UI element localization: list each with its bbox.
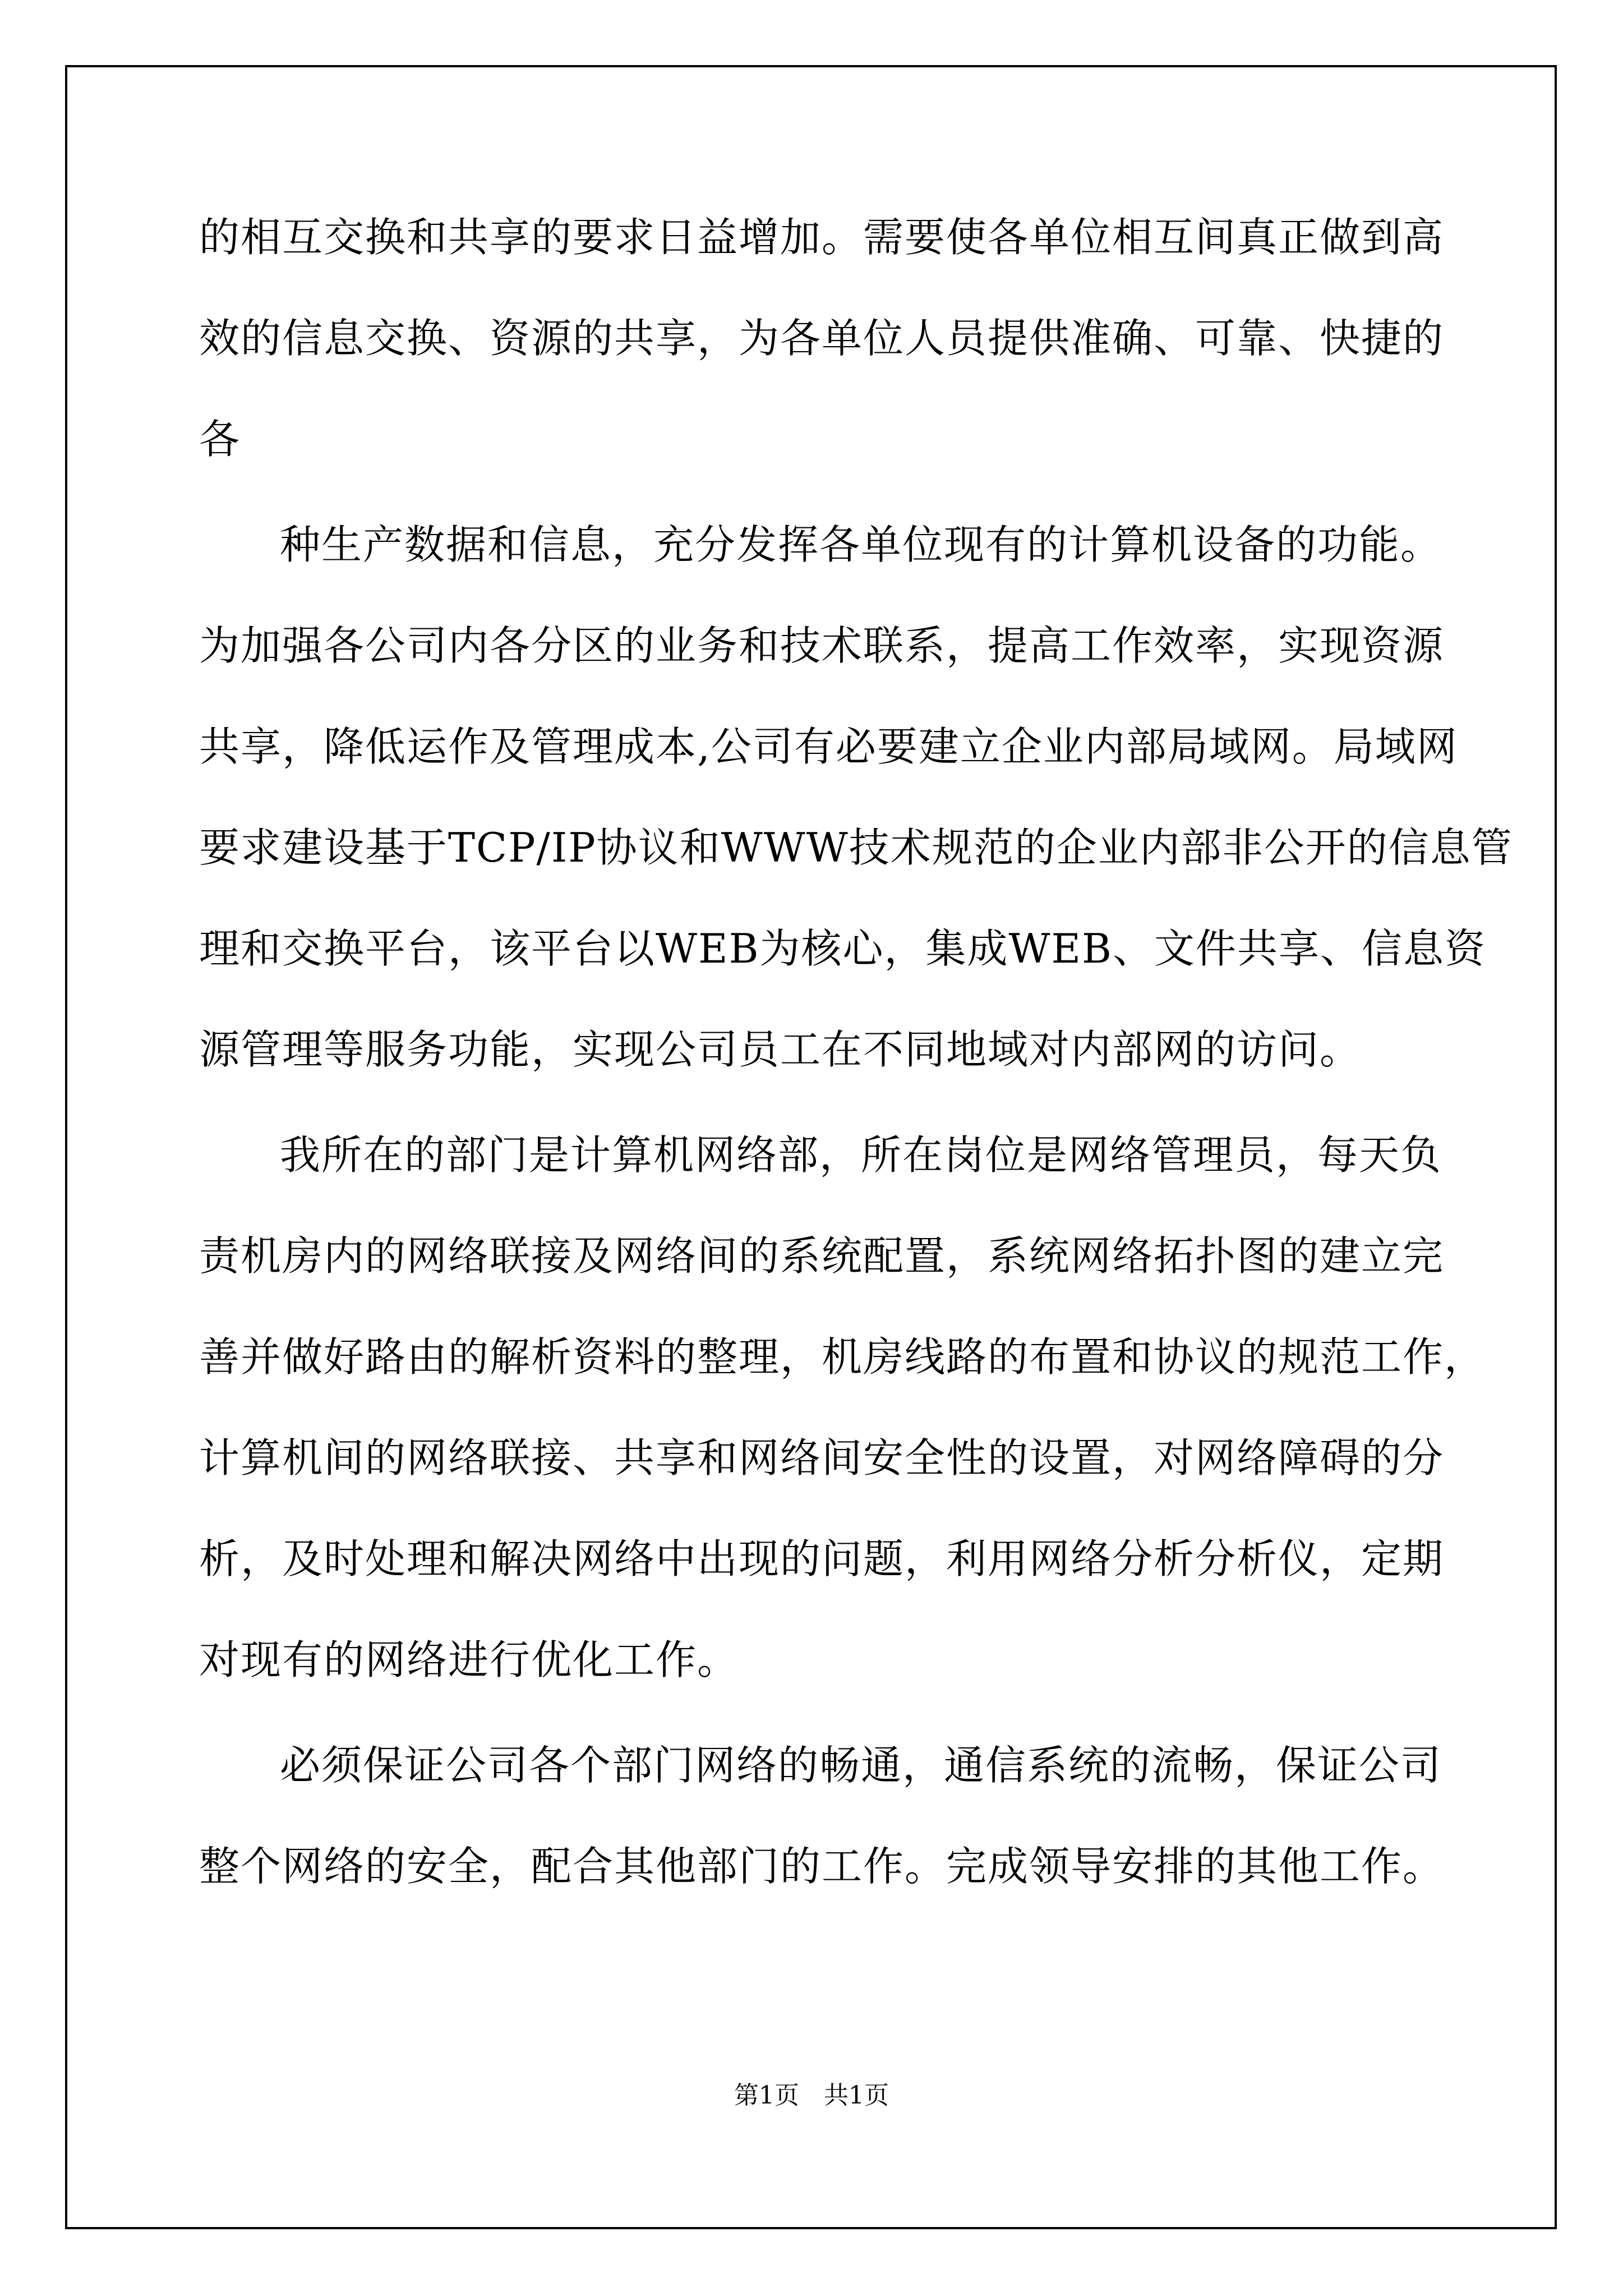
page-number: 第1页 xyxy=(734,2081,799,2110)
text-line: 整个网络的安全，配合其他部门的工作。完成领导安排的其他工作。 xyxy=(199,1843,1445,1890)
text-line: 计算机间的网络联接、共享和网络间安全性的设置，对网络障碍的分 xyxy=(199,1434,1445,1481)
text-line: 各 xyxy=(199,416,241,463)
page-footer xyxy=(0,2080,1623,2111)
text-line: 源管理等服务功能，实现公司员工在不同地域对内部网的访问。 xyxy=(199,1026,1362,1073)
text-line: 效的信息交换、资源的共享，为各单位人员提供准确、可靠、快捷的 xyxy=(199,315,1445,362)
text-line: 析，及时处理和解决网络中出现的问题，利用网络分析分析仪，定期 xyxy=(199,1535,1445,1582)
text-line: 对现有的网络进行优化工作。 xyxy=(199,1636,739,1683)
text-line: 要求建设基于TCP/IP协议和WWW技术规范的企业内部非公开的信息管 xyxy=(199,824,1513,871)
text-line: 善并做好路由的解析资料的整理，机房线路的布置和协议的规范工作， xyxy=(199,1333,1486,1381)
text-line: 理和交换平台，该平台以WEB为核心，集成WEB、文件共享、信息资 xyxy=(199,925,1486,972)
text-line: 为加强各公司内各分区的业务和技术联系，提高工作效率，实现资源 xyxy=(199,622,1445,669)
text-line: 责机房内的网络联接及网络间的系统配置，系统网络拓扑图的建立完 xyxy=(199,1232,1445,1280)
paragraph-first-line: 种生产数据和信息，充分发挥各单位现有的计算机设备的功能。 xyxy=(280,521,1442,568)
paragraph-first-line: 我所在的部门是计算机网络部，所在岗位是网络管理员，每天负 xyxy=(280,1131,1442,1179)
page-total: 共1页 xyxy=(824,2081,889,2110)
text-line: 共享，降低运作及管理成本,公司有必要建立企业内部局域网。局域网 xyxy=(199,723,1458,770)
paragraph-first-line: 必须保证公司各个部门网络的畅通，通信系统的流畅，保证公司 xyxy=(280,1742,1442,1789)
text-line: 的相互交换和共享的要求日益增加。需要使各单位相互间真正做到高 xyxy=(199,214,1445,261)
